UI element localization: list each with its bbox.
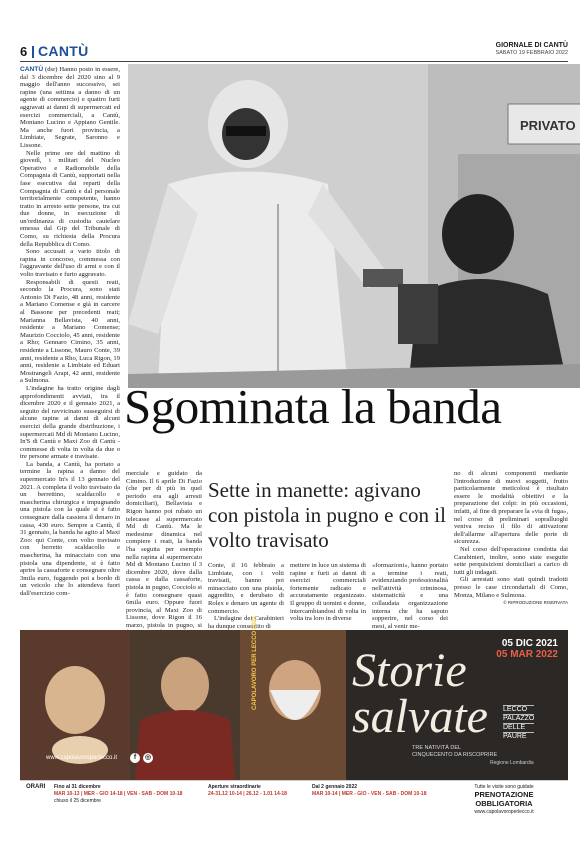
- col6-p2: Nel corso dell'operazione condotta dai Carabinieri, inoltre, sono state eseguite sette perquisizioni domiciliari a carico di tutti gli indagati.: [454, 545, 568, 576]
- col6-p1: no di alcuni componenti mediante l'introduzione di nuovi soggetti, frutto particolarmente meticolosi è risultato essere le modalità obiettivi e la preparazione dei colpi: in più occasioni, infatti, al fine di preparare la «via di fuga», nel corso di preliminari sopralluoghi veniva reciso il filo di attivazione dell'allarme all'apertura delle porte di sicurezza.: [454, 470, 568, 546]
- surveillance-photo: [128, 64, 580, 388]
- ad-venue: LECCO PALAZZO DELLE PAURE: [503, 706, 535, 740]
- page-header: [20, 42, 568, 62]
- hours-period-1: Fino al 31 dicembre MAR 10-13 | MER - GIO 14-18 | VEN - SAB - DOM 10-18 chiuso il 25 dicembre: [54, 784, 183, 804]
- ad-website-link[interactable]: www.capolavoroperlecco.it: [46, 755, 118, 761]
- section-title: CANTÙ: [38, 43, 89, 59]
- headline: Sgominata la banda: [124, 379, 502, 434]
- ad-title: Storie salvate: [352, 644, 488, 743]
- hours-title: ORARI: [26, 784, 46, 790]
- photo-illustration: [128, 64, 580, 388]
- region-logo: Regione Lombardia: [490, 760, 534, 766]
- hours-period-3: Dal 2 gennaio 2022 MAR 10-14 | MER - GIO - VEN - SAB - DOM 10-18: [312, 784, 427, 797]
- article-column-1: [20, 66, 120, 626]
- ad-dates: 05 DIC 2021 05 MAR 2022: [496, 638, 558, 660]
- col3-p2: L'indagine dei Carabinieri ha dunque consentito di: [208, 615, 284, 630]
- col5-p1: «formazioni», hanno portato a termine i reati, evidenziando professionalità nell'attività criminosa, sistematicità e una collaudata organizzazione interna che ha saputo sopperire, nel corso dei mesi, al venir me-: [372, 562, 448, 630]
- subheadline: Sette in manette: agivano con pistola in pugno e con il volto travisato: [208, 478, 446, 552]
- col1-p3: Sono accusati a vario titolo di rapina in concorso, commessa con l'aggravante dell'uso di armi e con il volto travisato e furto aggravato.: [20, 248, 120, 279]
- booking-info: Tutte le visite sono guidate PRENOTAZIONE OBBLIGATORIA www.capolavoroperlecco.it: [474, 784, 534, 815]
- ad-subtitle: TRE NATIVITÀ DEL CINQUECENTO DA RISCOPRIRE: [412, 745, 498, 758]
- instagram-icon[interactable]: ◎: [144, 754, 152, 761]
- article-column-4: [290, 562, 366, 626]
- ad-vertical-label: CAPOLAVORO PER LECCO 2021: [252, 615, 258, 710]
- article-column-5: [372, 562, 448, 630]
- page-number: 6: [20, 44, 28, 59]
- col4-p1: mettere in luce un sistema di rapine e furti ai danni di esercizi commerciali fortemente radicato e accuratamente organizzato. Il gruppo di uomini e donne, intercambiandosi di volta in volta tra loro in diverse: [290, 562, 366, 623]
- rights-notice: © RIPRODUZIONE RISERVATA: [503, 600, 568, 606]
- article-column-3: [208, 562, 284, 630]
- facebook-icon[interactable]: f: [130, 753, 140, 763]
- masthead: [495, 42, 568, 56]
- col2-p1: merciale e guidato da Cimino. Il 6 aprile Di Fazio (che per di più in quel periodo era agli arresti domiciliari), Bellavista e Rigon hanno poi rubato un telecasse al supermercato Md di Cantù. Ma le medesime dinamica nel compiere i reati, la banda l'ha seguita per esempio nella rapina al supermercato Md di Montano Lucino il 3 dicembre 2020, dove dalla cassa e dalla cassaforte, pistola in pugno, Cocciolo si è fatto consegnare quasi 6mila euro. Oppure fuori provincia, al Maxi Zoo di Lissone, dove Rigon il 16 marzo, pistola in pugno, si: [126, 470, 202, 629]
- col1-p6: La banda, a Cantù, ha portato a termine la rapina a danno del supermercato In's il 13 gennaio del 2021. A completa il volto travisato da un berrettino, scaldacollo e mascherina chirurgica e impugnando una pistola con la quale si è fatto consegnare dalla cassiera il denaro in cassa, 430 euro. Sempre a Cantù, il 31 gennaio, la banda ha agito al Maxi Zoo: qui Conte, con volto travisato con berretto scaldacollo e mascherina, ha minacciato con una pistola una dipendente, si è fatto aprire la cassaforte e consegnare oltre 3mila euro, fuggendo poi a bordo di un veicolo che lo attendeva fuori dall'esercizio com-: [20, 460, 120, 597]
- booking-link[interactable]: www.capolavoroperlecco.it: [474, 809, 534, 815]
- col3-p1: Conte, il 16 febbraio a Limbiate, con i volti travisati, hanno poi minacciato con una pistola, aggredito, e derubato di Rolex e denaro un agente di commercio.: [208, 562, 284, 615]
- photo-sign: PRIVATO: [520, 118, 576, 133]
- article-tag: CANTÙ: [20, 66, 44, 73]
- hours-period-2: Aperture straordinarie 24-31.12 10-14 | 26.12 - 1.01 14-18: [208, 784, 287, 797]
- article-column-6: [454, 470, 568, 626]
- newspaper-name: GIORNALE DI CANTÙ: [495, 42, 568, 49]
- col1-p1: (dsr) Hanno posto in essere, dal 3 dicembre del 2020 sino al 9 maggio dell'anno successivo, sei rapine (una settima a danno di un agente di commercio) e quattro furti aggravati ai danni di supermercati ed esercizi commerciali, a Cantù, Montano Lucino e Appiano Gentile. Ma anche fuori provincia, a Limbiate, Segrate, Saronno e Lissone.: [20, 66, 121, 149]
- col6-p3: Gli arrestati sono stati quindi tradotti presso le case circondariali di Como, Monza, Milano e Sulmona.: [454, 576, 568, 599]
- article-column-2: [126, 470, 202, 629]
- issue-date: SABATO 19 FEBBRAIO 2022: [495, 50, 568, 56]
- col1-p5: L'indagine ha tratto origine dagli approfondimenti avviati, tra il dicembre 2020 e il gennaio 2021, a seguito del ravvicinato susseguirsi di alcune rapine ai danni di alcuni esercizi della grande distribuzione, i supermercati Md di Montano Lucino, In'S di Cantù e Maxi Zoo di Cantù - commesse di volta in volta da due o tre persone armate e travisate.: [20, 384, 120, 461]
- opening-hours-band: [20, 780, 568, 815]
- col1-p4: Responsabili di questi reati, secondo la Procura, sono stati Antonio Di Fazio, 48 anni, residente a Mariano Comense e già in carcere al Bassone per precedenti reati; Marianna Bellavista, 40 anni, residente a Mariano Comense; Maurizio Cocciolo, 45 anni, residente a Rho; Gennaro Cimino, 35 anni, residente a Lissone, Mauro Conte, 39 anni, residente a Rho, Luca Rigon, 19 anni, residente a Limbiate ed Eduart Mostrangeli Arapi, 42 anni, residente a Sulmona.: [20, 278, 120, 385]
- col1-p2: Nelle prime ore del mattino di giovedì, i militari del Nucleo Operativo e Radiomobile della Compagnia di Cantù, supportati nella fase esecutiva dai reparti della Compagnia di Cantù e dal personale territorialmente competente, hanno tratto in arresto sette persone, tra cui due donne, in esecuzione di un'ordinanza di custodia cautelare emessa dal Gip del Tribunale di Como, su richiesta della Procura della Repubblica di Como.: [20, 149, 120, 248]
- section-divider: [32, 46, 34, 58]
